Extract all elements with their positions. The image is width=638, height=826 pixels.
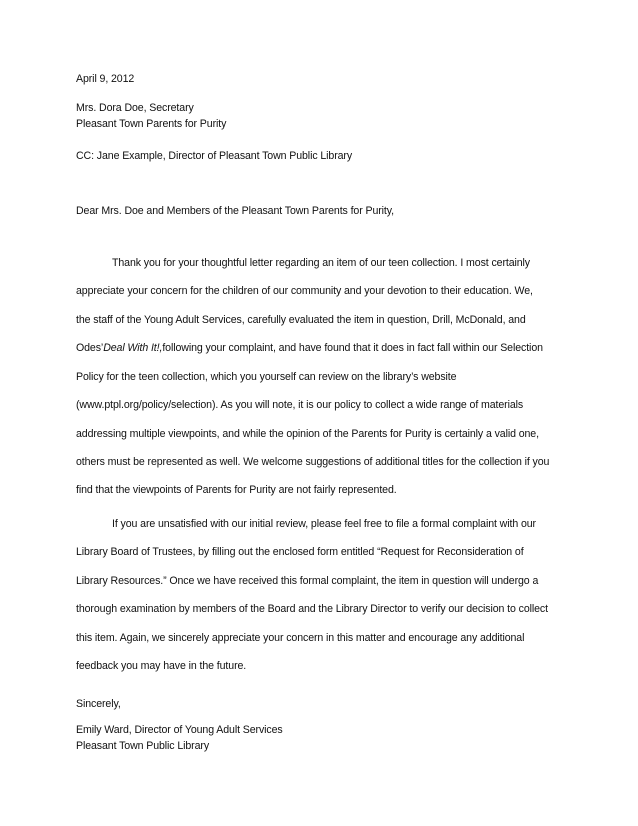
text-segment: following your complaint, and have found that it does in fact fall within our Selection: [162, 342, 543, 354]
letter-date: April 9, 2012: [76, 73, 135, 85]
closing: Sincerely,: [76, 698, 121, 710]
text-segment: Odes’: [76, 342, 104, 354]
paragraph-1-line: the staff of the Young Adult Services, carefully evaluated the item in question, Drill, McDonald, and: [76, 314, 526, 326]
signature-name: Emily Ward, Director of Young Adult Services: [76, 724, 283, 736]
paragraph-1-line: appreciate your concern for the children of our community and your devotion to their education. We,: [76, 285, 533, 297]
paragraph-1-line: (www.ptpl.org/policy/selection). As you will note, it is our policy to collect a wide range of materials: [76, 399, 524, 411]
paragraph-2-line: feedback you may have in the future.: [76, 660, 247, 672]
paragraph-1-line: others must be represented as well. We welcome suggestions of additional titles for the collection if you: [76, 456, 550, 468]
paragraph-2-line: this item. Again, we sincerely appreciate your concern in this matter and encourage any additional: [76, 632, 525, 644]
cc-line: CC: Jane Example, Director of Pleasant Town Public Library: [76, 150, 353, 162]
salutation: Dear Mrs. Doe and Members of the Pleasant Town Parents for Purity,: [76, 205, 395, 217]
paragraph-2-line: If you are unsatisfied with our initial review, please feel free to file a formal complaint with our: [112, 518, 536, 530]
signature-organization: Pleasant Town Public Library: [76, 740, 210, 752]
paragraph-2-line: thorough examination by members of the Board and the Library Director to verify our decision to collect: [76, 603, 548, 615]
paragraph-1-line: find that the viewpoints of Parents for Purity are not fairly represented.: [76, 484, 397, 496]
recipient-organization: Pleasant Town Parents for Purity: [76, 118, 227, 130]
recipient-name: Mrs. Dora Doe, Secretary: [76, 102, 194, 114]
book-title: Deal With It!,: [103, 342, 163, 354]
paragraph-1-line: Policy for the teen collection, which you yourself can review on the library’s website: [76, 371, 457, 383]
paragraph-2-line: Library Board of Trustees, by filling out the enclosed form entitled “Request for Reconsideration of: [76, 546, 524, 558]
paragraph-1-line: addressing multiple viewpoints, and while the opinion of the Parents for Purity is certainly a valid one,: [76, 428, 539, 440]
paragraph-2-line: Library Resources.” Once we have received this formal complaint, the item in question will undergo a: [76, 575, 539, 587]
paragraph-1-line: [76, 342, 543, 355]
paragraph-1-line: Thank you for your thoughtful letter regarding an item of our teen collection. I most certainly: [112, 257, 531, 269]
